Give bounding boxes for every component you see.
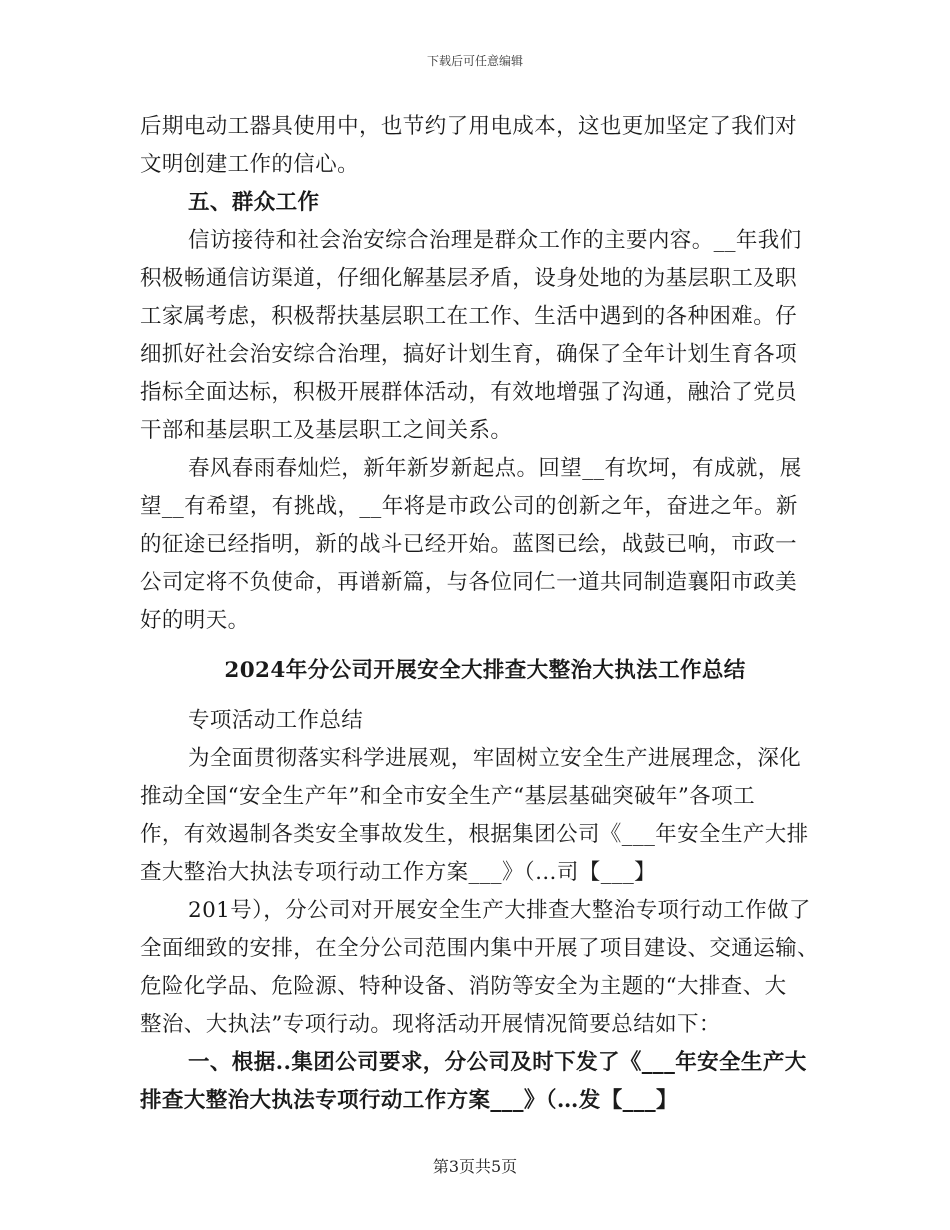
paragraph-line: 全面细致的安排，在全分公司范围内集中开展了项目建设、交通运输、	[140, 936, 819, 961]
page-footer: 第3页共5页	[432, 1157, 518, 1176]
paragraph-line: 危险化学品、危险源、特种设备、消防等安全为主题的“大排查、大	[140, 974, 787, 999]
paragraph-line: 推动全国“安全生产年”和全市安全生产“基层基础突破年”各项工	[140, 784, 755, 809]
page-header: 下载后可任意编辑	[426, 54, 523, 68]
paragraph-line: 为全面贯彻落实科学进展观，牢固树立安全生产进展理念，深化	[188, 746, 802, 771]
paragraph-line: 文明创建工作的信心。	[140, 152, 360, 177]
paragraph-line: 指标全面达标，积极开展群体活动，有效地增强了沟通，融洽了党员	[140, 380, 798, 405]
paragraph-line: 细抓好社会治安综合治理，搞好计划生育，确保了全年计划生育各项	[140, 342, 798, 367]
paragraph-line: 积极畅通信访渠道，仔细化解基层矛盾，设身处地的为基层职工及职	[140, 266, 798, 291]
section-heading: 排查大整治大执法专项行动工作方案___》（…发【___】	[140, 1088, 678, 1113]
paragraph-line: 干部和基层职工及基层职工之间关系。	[140, 418, 513, 443]
paragraph-line: 整治、大执法”专项行动。现将活动开展情况简要总结如下：	[140, 1012, 721, 1037]
paragraph-line: 好的明天。	[140, 608, 250, 633]
paragraph-line: 春风春雨春灿烂，新年新岁新起点。回望__有坎坷，有成就，展	[188, 456, 802, 481]
paragraph-line: 工家属考虑，积极帮扶基层职工在工作、生活中遇到的各种困难。仔	[140, 304, 798, 329]
paragraph-line: 查大整治大执法专项行动工作方案___》（…司【___】	[140, 860, 657, 885]
paragraph-line: 公司定将不负使命，再谱新篇，与各位同仁一道共同制造襄阳市政美	[140, 570, 798, 595]
paragraph-line: 作，有效遏制各类安全事故发生，根据集团公司《___年安全生产大排	[140, 822, 809, 847]
paragraph-line: 信访接待和社会治安综合治理是群众工作的主要内容。__年我们	[188, 228, 802, 253]
document-body	[140, 108, 830, 1120]
paragraph-line: 201号），分公司对开展安全生产大排查大整治专项行动工作做了	[188, 898, 811, 923]
section-heading: 五、群众工作	[188, 190, 320, 215]
section-heading: 一、根据..集团公司要求，分公司及时下发了《___年安全生产大	[188, 1050, 807, 1075]
paragraph-line: 后期电动工器具使用中，也节约了用电成本，这也更加坚定了我们对	[140, 114, 798, 139]
paragraph-line: 望__有希望，有挑战，__年将是市政公司的创新之年，奋进之年。新	[140, 494, 798, 519]
paragraph-line: 的征途已经指明，新的战斗已经开始。蓝图已绘，战鼓已响，市政一	[140, 532, 798, 557]
document-title: 2024年分公司开展安全大排查大整治大执法工作总结	[224, 658, 746, 683]
document-subtitle: 专项活动工作总结	[188, 708, 364, 733]
